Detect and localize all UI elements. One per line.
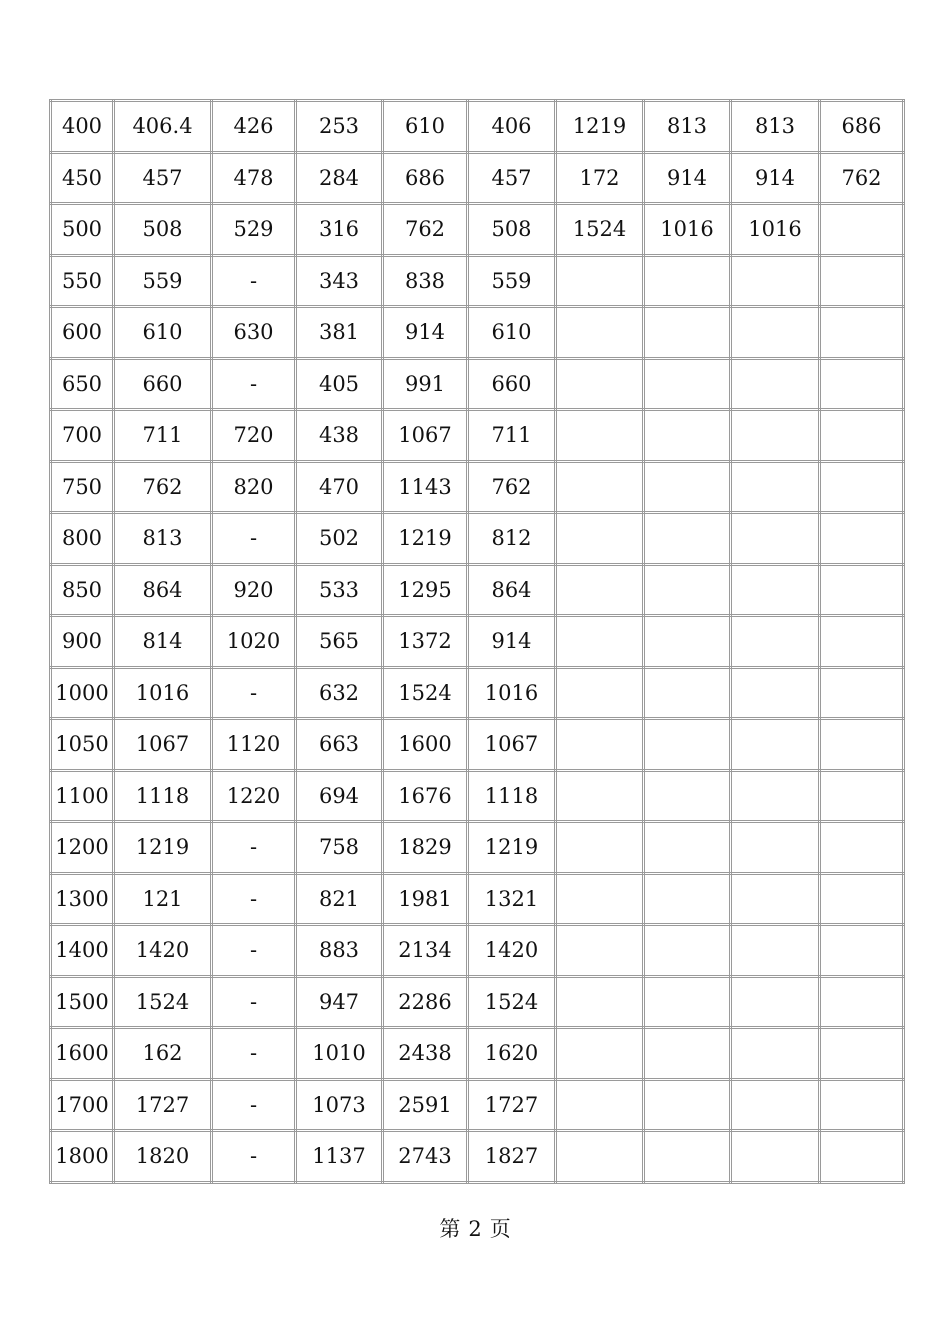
table-cell: 426 bbox=[212, 101, 296, 153]
table-cell: 1016 bbox=[644, 204, 731, 256]
table-cell: 630 bbox=[212, 307, 296, 359]
table-cell: - bbox=[212, 1131, 296, 1183]
table-cell: 991 bbox=[383, 358, 468, 410]
table-row bbox=[51, 461, 904, 513]
table-cell: 711 bbox=[468, 410, 556, 462]
table-cell bbox=[556, 358, 644, 410]
table-cell bbox=[731, 719, 820, 771]
table-row bbox=[51, 976, 904, 1028]
table-cell: 559 bbox=[468, 255, 556, 307]
table-cell: 720 bbox=[212, 410, 296, 462]
table-cell: 632 bbox=[296, 667, 383, 719]
table-cell: 478 bbox=[212, 152, 296, 204]
table-row bbox=[51, 1131, 904, 1183]
table-cell: 284 bbox=[296, 152, 383, 204]
table-cell: 758 bbox=[296, 822, 383, 874]
table-cell: 405 bbox=[296, 358, 383, 410]
table-cell bbox=[731, 513, 820, 565]
table-cell: 172 bbox=[556, 152, 644, 204]
table-cell bbox=[556, 822, 644, 874]
table-cell: 1676 bbox=[383, 770, 468, 822]
table-cell: 470 bbox=[296, 461, 383, 513]
table-cell bbox=[644, 770, 731, 822]
table-cell: 1727 bbox=[468, 1079, 556, 1131]
table-row bbox=[51, 667, 904, 719]
table-cell: 838 bbox=[383, 255, 468, 307]
table-cell: 914 bbox=[383, 307, 468, 359]
table-cell: 381 bbox=[296, 307, 383, 359]
table-row bbox=[51, 358, 904, 410]
table-cell: 813 bbox=[644, 101, 731, 153]
table-cell bbox=[556, 513, 644, 565]
table-cell: 610 bbox=[383, 101, 468, 153]
table-cell bbox=[820, 770, 904, 822]
table-cell: 1143 bbox=[383, 461, 468, 513]
table-cell: 1524 bbox=[114, 976, 212, 1028]
table-cell bbox=[644, 1131, 731, 1183]
table-cell: 1220 bbox=[212, 770, 296, 822]
table-cell bbox=[556, 1131, 644, 1183]
table-cell: 1981 bbox=[383, 873, 468, 925]
table-cell: 502 bbox=[296, 513, 383, 565]
table-cell: 1073 bbox=[296, 1079, 383, 1131]
table-cell: 762 bbox=[820, 152, 904, 204]
table-cell bbox=[820, 461, 904, 513]
table-cell: 1067 bbox=[114, 719, 212, 771]
table-cell: 2286 bbox=[383, 976, 468, 1028]
table-row bbox=[51, 616, 904, 668]
footer-suffix: 页 bbox=[489, 1217, 511, 1241]
table-cell: 1010 bbox=[296, 1028, 383, 1080]
table-cell: 450 bbox=[51, 152, 114, 204]
table-cell: 800 bbox=[51, 513, 114, 565]
table-cell: - bbox=[212, 1028, 296, 1080]
table-cell bbox=[731, 822, 820, 874]
table-cell: 2743 bbox=[383, 1131, 468, 1183]
table-row bbox=[51, 719, 904, 771]
table-cell bbox=[731, 873, 820, 925]
table-cell bbox=[820, 616, 904, 668]
table-row bbox=[51, 822, 904, 874]
table-body bbox=[51, 101, 904, 1183]
table-cell: 162 bbox=[114, 1028, 212, 1080]
table-cell: 1321 bbox=[468, 873, 556, 925]
table-cell: 1600 bbox=[51, 1028, 114, 1080]
table-cell: 550 bbox=[51, 255, 114, 307]
table-cell: 947 bbox=[296, 976, 383, 1028]
table-cell: - bbox=[212, 667, 296, 719]
table-cell: - bbox=[212, 513, 296, 565]
table-cell bbox=[820, 307, 904, 359]
table-cell: 700 bbox=[51, 410, 114, 462]
table-cell: 750 bbox=[51, 461, 114, 513]
table-cell: - bbox=[212, 1079, 296, 1131]
footer-prefix: 第 bbox=[439, 1217, 461, 1241]
table-cell bbox=[820, 564, 904, 616]
table-cell: 1295 bbox=[383, 564, 468, 616]
table-cell bbox=[731, 667, 820, 719]
table-cell bbox=[644, 616, 731, 668]
table-cell: 1500 bbox=[51, 976, 114, 1028]
table-cell bbox=[820, 976, 904, 1028]
table-cell: 316 bbox=[296, 204, 383, 256]
table-cell bbox=[556, 255, 644, 307]
table-cell bbox=[556, 667, 644, 719]
table-cell: 2591 bbox=[383, 1079, 468, 1131]
page-footer bbox=[0, 1213, 950, 1243]
table-cell: 1727 bbox=[114, 1079, 212, 1131]
table-cell: 2438 bbox=[383, 1028, 468, 1080]
table-cell bbox=[644, 822, 731, 874]
table-cell bbox=[556, 564, 644, 616]
table-cell bbox=[820, 410, 904, 462]
table-cell: 565 bbox=[296, 616, 383, 668]
table-cell: 1600 bbox=[383, 719, 468, 771]
table-cell: 1219 bbox=[468, 822, 556, 874]
table-cell bbox=[731, 410, 820, 462]
table-cell: 686 bbox=[383, 152, 468, 204]
table-cell bbox=[731, 564, 820, 616]
table-cell: 600 bbox=[51, 307, 114, 359]
table-cell: 1524 bbox=[468, 976, 556, 1028]
table-cell bbox=[820, 719, 904, 771]
table-cell: 1700 bbox=[51, 1079, 114, 1131]
table-cell: 762 bbox=[383, 204, 468, 256]
table-cell: 1620 bbox=[468, 1028, 556, 1080]
table-cell: 253 bbox=[296, 101, 383, 153]
table-cell: 533 bbox=[296, 564, 383, 616]
table-cell: 610 bbox=[114, 307, 212, 359]
table-cell: 559 bbox=[114, 255, 212, 307]
table-cell: 686 bbox=[820, 101, 904, 153]
table-cell: 762 bbox=[114, 461, 212, 513]
table-cell: 864 bbox=[114, 564, 212, 616]
table-row bbox=[51, 564, 904, 616]
table-cell bbox=[731, 1028, 820, 1080]
table-cell: 1300 bbox=[51, 873, 114, 925]
table-cell: 121 bbox=[114, 873, 212, 925]
table-cell bbox=[644, 925, 731, 977]
table-row bbox=[51, 101, 904, 153]
table-cell: 1067 bbox=[383, 410, 468, 462]
table-cell: 814 bbox=[114, 616, 212, 668]
table-cell bbox=[556, 410, 644, 462]
table-cell bbox=[644, 410, 731, 462]
table-cell bbox=[644, 1028, 731, 1080]
table-cell: 1400 bbox=[51, 925, 114, 977]
table-cell bbox=[820, 822, 904, 874]
table-cell bbox=[644, 255, 731, 307]
table-cell bbox=[644, 1079, 731, 1131]
table-cell: 821 bbox=[296, 873, 383, 925]
table-cell: 864 bbox=[468, 564, 556, 616]
table-cell: 1219 bbox=[383, 513, 468, 565]
table-cell: 914 bbox=[468, 616, 556, 668]
table-cell: 1118 bbox=[468, 770, 556, 822]
table-row bbox=[51, 204, 904, 256]
table-cell: 813 bbox=[114, 513, 212, 565]
table-cell bbox=[556, 307, 644, 359]
table-cell: 1016 bbox=[114, 667, 212, 719]
table-cell: 1000 bbox=[51, 667, 114, 719]
table-cell: - bbox=[212, 976, 296, 1028]
table-cell: 1219 bbox=[556, 101, 644, 153]
table-row bbox=[51, 152, 904, 204]
table-cell: 711 bbox=[114, 410, 212, 462]
table-cell bbox=[644, 358, 731, 410]
table-cell: 1118 bbox=[114, 770, 212, 822]
table-cell bbox=[820, 1131, 904, 1183]
table-row bbox=[51, 513, 904, 565]
table-cell: 1420 bbox=[468, 925, 556, 977]
table-cell: 1829 bbox=[383, 822, 468, 874]
table-cell: - bbox=[212, 255, 296, 307]
table-cell: 900 bbox=[51, 616, 114, 668]
table-cell: - bbox=[212, 358, 296, 410]
table-cell bbox=[644, 307, 731, 359]
table-cell: 1050 bbox=[51, 719, 114, 771]
table-cell: 914 bbox=[644, 152, 731, 204]
table-cell: 438 bbox=[296, 410, 383, 462]
table-cell bbox=[820, 873, 904, 925]
table-cell bbox=[731, 461, 820, 513]
table-cell bbox=[644, 873, 731, 925]
table-cell bbox=[731, 358, 820, 410]
table-cell: 813 bbox=[731, 101, 820, 153]
table-cell: 920 bbox=[212, 564, 296, 616]
table-cell: 2134 bbox=[383, 925, 468, 977]
table-cell: 1524 bbox=[383, 667, 468, 719]
table-cell bbox=[731, 255, 820, 307]
table-cell bbox=[731, 616, 820, 668]
table-cell: 1420 bbox=[114, 925, 212, 977]
table-row bbox=[51, 410, 904, 462]
table-row bbox=[51, 255, 904, 307]
table-row bbox=[51, 873, 904, 925]
table-cell: 660 bbox=[114, 358, 212, 410]
table-cell: 694 bbox=[296, 770, 383, 822]
table-cell: 457 bbox=[468, 152, 556, 204]
table-row bbox=[51, 1079, 904, 1131]
table-cell: 1372 bbox=[383, 616, 468, 668]
table-row bbox=[51, 307, 904, 359]
table-cell: 406 bbox=[468, 101, 556, 153]
table-cell: 883 bbox=[296, 925, 383, 977]
table-cell: 1016 bbox=[731, 204, 820, 256]
table-cell: 457 bbox=[114, 152, 212, 204]
table-row bbox=[51, 1028, 904, 1080]
table-cell: 508 bbox=[114, 204, 212, 256]
table-cell bbox=[556, 719, 644, 771]
table-cell bbox=[556, 1079, 644, 1131]
table-cell bbox=[731, 925, 820, 977]
table-cell: - bbox=[212, 873, 296, 925]
table-cell bbox=[731, 307, 820, 359]
table-cell: 650 bbox=[51, 358, 114, 410]
table-row bbox=[51, 770, 904, 822]
table-cell bbox=[644, 667, 731, 719]
table-cell: 850 bbox=[51, 564, 114, 616]
table-cell bbox=[556, 925, 644, 977]
table-cell: 400 bbox=[51, 101, 114, 153]
table-cell bbox=[731, 1079, 820, 1131]
table-cell bbox=[731, 976, 820, 1028]
table-cell: 343 bbox=[296, 255, 383, 307]
table-cell: 1200 bbox=[51, 822, 114, 874]
table-cell: 663 bbox=[296, 719, 383, 771]
table-cell bbox=[731, 770, 820, 822]
table-row bbox=[51, 925, 904, 977]
table-cell: 610 bbox=[468, 307, 556, 359]
table-cell: 500 bbox=[51, 204, 114, 256]
table-cell: 1100 bbox=[51, 770, 114, 822]
table-cell bbox=[556, 770, 644, 822]
table-cell: 1020 bbox=[212, 616, 296, 668]
table-cell: 1137 bbox=[296, 1131, 383, 1183]
table-cell: 529 bbox=[212, 204, 296, 256]
table-cell bbox=[556, 1028, 644, 1080]
table-cell bbox=[731, 1131, 820, 1183]
table-cell: 812 bbox=[468, 513, 556, 565]
table-cell bbox=[820, 358, 904, 410]
table-cell: - bbox=[212, 925, 296, 977]
table-cell bbox=[820, 204, 904, 256]
table-cell: 1120 bbox=[212, 719, 296, 771]
table-cell bbox=[820, 667, 904, 719]
table-cell bbox=[644, 564, 731, 616]
table-cell bbox=[644, 513, 731, 565]
table-cell: 914 bbox=[731, 152, 820, 204]
table-cell bbox=[644, 976, 731, 1028]
table-cell: 1820 bbox=[114, 1131, 212, 1183]
table-cell bbox=[820, 1028, 904, 1080]
page-number: 2 bbox=[468, 1217, 482, 1241]
table-cell: 820 bbox=[212, 461, 296, 513]
table-cell: 508 bbox=[468, 204, 556, 256]
table-cell: 1800 bbox=[51, 1131, 114, 1183]
table-cell: - bbox=[212, 822, 296, 874]
table-cell: 1067 bbox=[468, 719, 556, 771]
table-cell: 1016 bbox=[468, 667, 556, 719]
table-cell: 660 bbox=[468, 358, 556, 410]
table-cell: 1524 bbox=[556, 204, 644, 256]
table-cell bbox=[820, 255, 904, 307]
table-cell: 762 bbox=[468, 461, 556, 513]
table-cell: 406.4 bbox=[114, 101, 212, 153]
table-cell bbox=[644, 719, 731, 771]
table-cell bbox=[820, 513, 904, 565]
data-table bbox=[49, 99, 905, 1184]
table-cell bbox=[820, 1079, 904, 1131]
table-cell: 1219 bbox=[114, 822, 212, 874]
table-cell bbox=[644, 461, 731, 513]
table-cell: 1827 bbox=[468, 1131, 556, 1183]
table-cell bbox=[556, 976, 644, 1028]
table-cell bbox=[820, 925, 904, 977]
table-cell bbox=[556, 461, 644, 513]
table-cell bbox=[556, 616, 644, 668]
table-cell bbox=[556, 873, 644, 925]
